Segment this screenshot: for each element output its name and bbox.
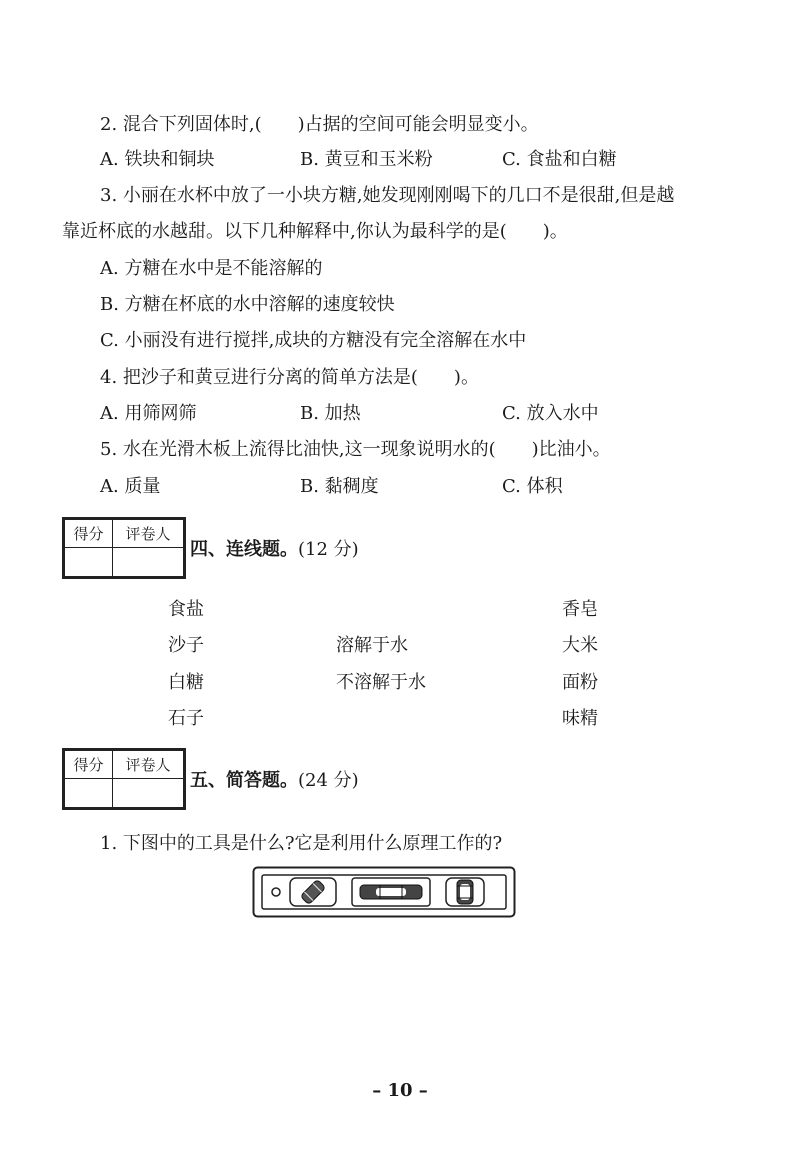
grader-cell[interactable] xyxy=(112,779,183,808)
question-2-option-a: A. 铁块和铜块 xyxy=(100,149,215,170)
question-3-option-b: B. 方糖在杯底的水中溶解的速度较快 xyxy=(100,294,395,315)
question-3-option-a: A. 方糖在水中是不能溶解的 xyxy=(100,258,323,279)
match-left-item: 石子 xyxy=(168,708,204,729)
question-4-stem: 4. 把沙子和黄豆进行分离的简单方法是( )。 xyxy=(100,367,479,388)
grader-label: 评卷人 xyxy=(112,520,183,548)
match-right-item: 面粉 xyxy=(562,672,598,693)
match-left-item: 白糖 xyxy=(168,672,204,693)
question-4-option-b: B. 加热 xyxy=(300,403,361,424)
question-3-stem-line2: 靠近杯底的水越甜。以下几种解释中,你认为最科学的是( )。 xyxy=(62,221,568,242)
question-3-stem-line1: 3. 小丽在水杯中放了一小块方糖,她发现刚刚喝下的几口不是很甜,但是越 xyxy=(100,185,675,206)
score-cell[interactable] xyxy=(65,548,113,577)
score-box-section5 xyxy=(62,748,186,810)
horizontal-vial-icon xyxy=(360,885,422,899)
match-left-item: 沙子 xyxy=(168,635,204,656)
score-label: 得分 xyxy=(65,520,113,548)
question-4-option-c: C. 放入水中 xyxy=(502,403,599,424)
question-5-stem: 5. 水在光滑木板上流得比油快,这一现象说明水的( )比油小。 xyxy=(100,439,611,460)
score-label: 得分 xyxy=(65,751,113,779)
section-4-points: (12 分) xyxy=(298,539,359,560)
grader-cell[interactable] xyxy=(112,548,183,577)
match-middle-item: 溶解于水 xyxy=(336,635,408,656)
page-number: – 10 – xyxy=(372,1080,428,1101)
grader-label: 评卷人 xyxy=(112,751,183,779)
question-5-option-b: B. 黏稠度 xyxy=(300,476,379,497)
hanging-hole-icon xyxy=(272,888,280,896)
match-middle-item: 不溶解于水 xyxy=(336,672,426,693)
question-2-stem: 2. 混合下列固体时,( )占据的空间可能会明显变小。 xyxy=(100,114,539,135)
question-3-option-c: C. 小丽没有进行搅拌,成块的方糖没有完全溶解在水中 xyxy=(100,330,527,351)
score-box-section4 xyxy=(62,517,186,579)
question-2-option-b: B. 黄豆和玉米粉 xyxy=(300,149,433,170)
match-right-item: 味精 xyxy=(562,708,598,729)
match-right-item: 香皂 xyxy=(562,599,598,620)
question-5-option-c: C. 体积 xyxy=(502,476,563,497)
score-cell[interactable] xyxy=(65,779,113,808)
section-5-points: (24 分) xyxy=(298,770,359,791)
match-left-item: 食盐 xyxy=(168,599,204,620)
question-4-option-a: A. 用筛网筛 xyxy=(100,403,197,424)
section-4-heading xyxy=(190,538,359,562)
match-right-item: 大米 xyxy=(562,635,598,656)
vertical-vial-icon xyxy=(457,880,473,904)
section-5-heading xyxy=(190,769,359,793)
question-2-option-c: C. 食盐和白糖 xyxy=(502,149,617,170)
section-5-question-1: 1. 下图中的工具是什么?它是利用什么原理工作的? xyxy=(100,833,503,854)
question-5-option-a: A. 质量 xyxy=(100,476,161,497)
spirit-level-figure xyxy=(252,866,516,918)
section-4-title: 四、连线题。 xyxy=(190,539,298,560)
section-5-title: 五、简答题。 xyxy=(190,770,298,791)
